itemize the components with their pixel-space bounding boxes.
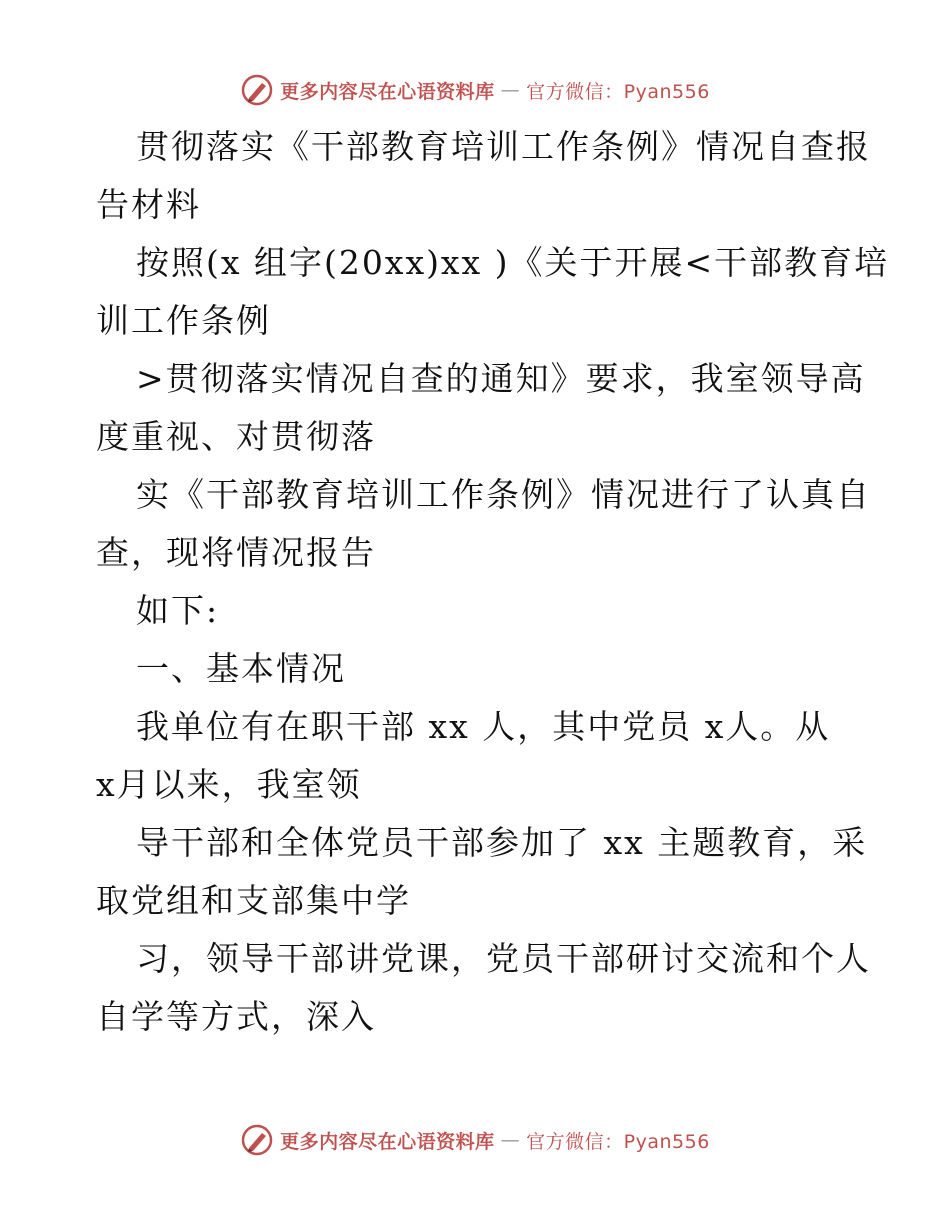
watermark-main-text: 更多内容尽在心语资料库 [280,1130,495,1153]
watermark-brand [240,73,710,107]
section-heading: 一、基本情况 [136,649,346,688]
text-line: 按照(x 组字(20xx)xx )《关于开展<干部教育培 [136,243,890,282]
text-line: 训工作条例 [96,301,271,340]
text-line: x月以来，我室领 [96,765,362,804]
pen-logo-icon [240,1123,274,1157]
watermark-brand [240,1123,710,1157]
text-line: >贯彻落实情况自查的通知》要求，我室领导高 [136,359,866,398]
text-line: 自学等方式，深入 [96,997,376,1036]
footer-watermark [0,1118,950,1162]
text-line: 告材料 [96,185,201,224]
text-line: 如下: [136,591,220,630]
text-line: 我单位有在职干部 xx 人，其中党员 x人。从 [136,707,831,746]
watermark-wechat-text: 官方微信：Pyan556 [526,80,710,103]
watermark-separator: — [500,79,521,101]
text-line: 实《干部教育培训工作条例》情况进行了认真自 [136,475,871,514]
header-watermark [0,68,950,112]
text-line: 取党组和支部集中学 [96,881,411,920]
watermark-main-text: 更多内容尽在心语资料库 [280,80,495,103]
text-line: 习，领导干部讲党课，党员干部研讨交流和个人 [136,939,871,978]
text-line: 贯彻落实《干部教育培训工作条例》情况自查报 [136,127,871,166]
watermark-wechat-text: 官方微信：Pyan556 [526,1130,710,1153]
pen-logo-icon [240,73,274,107]
document-body [96,118,890,1046]
text-line: 度重视、对贯彻落 [96,417,376,456]
text-line: 导干部和全体党员干部参加了 xx 主题教育，采 [136,823,868,862]
watermark-separator: — [500,1129,521,1151]
text-line: 查，现将情况报告 [96,533,376,572]
